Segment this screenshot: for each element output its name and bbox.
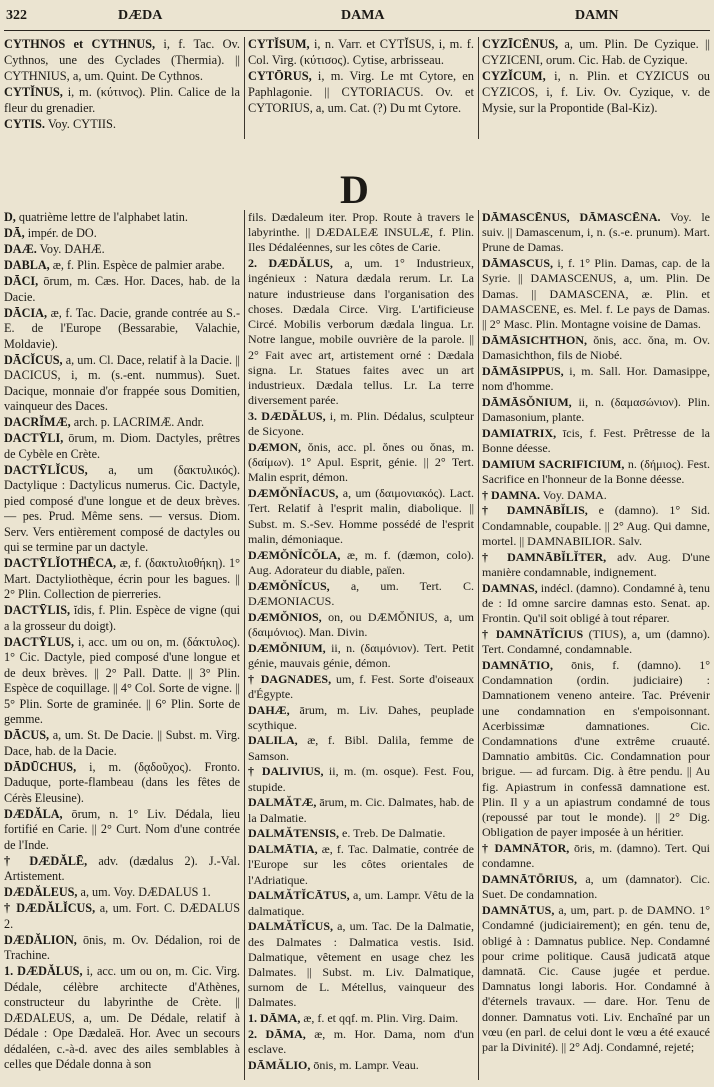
top-column-1	[4, 37, 240, 139]
dictionary-entry	[248, 210, 474, 256]
dictionary-entry	[482, 69, 710, 116]
dictionary-entry	[482, 658, 710, 841]
dictionary-entry	[248, 486, 474, 547]
entry-headword: DÆMON,	[248, 440, 301, 455]
entry-definition: i, n. Plin. et CYZICUS ou CYZICOS, i, f. Liv. Ov. Cyzique, v. de Mysie, sur la Propontide (Bal-Kiz).	[482, 69, 710, 115]
entry-headword: DALMĀTIA,	[248, 842, 318, 857]
dictionary-entry	[482, 581, 710, 627]
entry-headword: DAMIATRIX,	[482, 425, 557, 440]
entry-definition: ii, m. (m. osque). Fest. Fou, stupide.	[248, 764, 474, 794]
dictionary-entry	[248, 1058, 474, 1073]
entry-headword: DACTȲLĬCUS,	[4, 462, 88, 477]
dictionary-entry	[4, 901, 240, 932]
dictionary-entry	[482, 841, 710, 871]
entry-headword: DAHÆ,	[248, 702, 290, 717]
entry-headword: DĀMĀSICHTHON,	[482, 332, 588, 347]
entry-definition: e (damno). 1° Sid. Condamnable, coupable. || 2° Aug. Qui damne, mortel. || DAMNABILIOR. Salv.	[482, 503, 710, 548]
dictionary-entry	[4, 556, 240, 603]
dictionary-entry	[248, 641, 474, 671]
entry-definition: Voy. DAHÆ.	[36, 242, 105, 256]
entry-headword: CYZĬCUM,	[482, 69, 546, 83]
column-divider	[478, 37, 479, 139]
entry-headword: DÆDĂLION,	[4, 932, 77, 947]
dictionary-entry	[482, 256, 710, 332]
entry-headword: CYTIS.	[4, 116, 45, 131]
entry-headword: DĀMASCUS,	[482, 256, 554, 271]
entry-definition: a, um (damnator). Cic. Suet. De condamnation.	[482, 872, 710, 902]
entry-definition: a, um. Lampr. Vêtu de la dalmatique.	[248, 888, 474, 918]
dictionary-entry	[4, 760, 240, 807]
entry-headword: DÆMŎNĬCUS,	[248, 578, 330, 593]
entry-definition: a, um. St. De Dacie. || Subst. m. Virg. Dace, hab. de la Dacie.	[4, 728, 240, 758]
entry-definition: Voy. CYTIIS.	[44, 116, 117, 131]
entry-headword: DALMĂTĬCĀTUS,	[248, 888, 350, 903]
entry-definition: i, n. Varr. et CYTĬSUS, i, m. f. Col. Virg. (κύτισος). Cytise, arbrisseau.	[248, 37, 474, 67]
dictionary-entry	[248, 842, 474, 888]
entry-definition: a, um. 1° Industrieux, ingénieux : Natura dædala rerum. Lr. La nature industrieuse dans l'organisation des choses. Dædala Circe. Virg. L'artificieuse Circé. Mobilis verborum dædala lingua. Lr. Notre langue, mobile ouvrière de la parole. || 2° Fait avec art, artistement orné : Dædala signa. Lr. Statues faites avec un art industrieux. Dædala tellus. Lr. La terre diversement parée.	[248, 256, 474, 408]
dictionary-entry	[4, 964, 240, 1073]
entry-definition: i, m. (δᾳδοῦχος). Fronto. Daduque, porte-flambeau (dans les fêtes de Cérès Eleusine).	[4, 759, 240, 805]
entry-definition: a, um (δακτυλικός). Dactylique : Dactylicus numerus. Cic. Dactyle, pied composé d'une longue et de deux brèves. — pes. Prud. Même sens. — versus. Diom. Serv. Vers entièrement composé de dactyles ou qui se termine par un dactyle.	[4, 462, 240, 554]
dictionary-entry	[4, 242, 240, 258]
entry-definition: æ, f. Plin. Espèce de palmier arabe.	[49, 258, 225, 272]
entry-definition: ŏnis, acc. pl. ŏnes ou ŏnas, m. (δαίμων). 1° Apul. Esprit, génie. || 2° Tert. Malin esprit, démon.	[248, 440, 474, 485]
dictionary-entry	[482, 903, 710, 1055]
entry-definition: ōnis, f. (damno). 1° Condamnation (ordin. judiciaire) : Damnationem veneno anteire. Tac. Prévenir une condamnation en s'empoisonnant. Acerbissimæ damnationes. Cic. Condamnations d'une extrême cruauté. Damnatio ambitūs. Cic. Condamnation pour brigue. — ad furcam. Dig. à être pendu. || Au fig. Apiastrum in confessā damnatione est. Plin. Il y a un apiastrum condamné de tous (repoussé par tout le monde). || 2° Dig. Obligation de payer imposée à un héritier.	[482, 657, 710, 840]
main-entries	[4, 210, 710, 1084]
entry-headword: DACTȲLĬOTHĒCA,	[4, 556, 117, 570]
entry-headword: DĀMĂLIO,	[248, 1057, 311, 1072]
main-column-2	[248, 210, 474, 1082]
entry-headword: CYTĬNUS,	[4, 84, 63, 99]
entry-headword: 1. DÆDĂLUS,	[4, 964, 83, 978]
entry-definition: æ, m. Hor. Dama, nom d'un esclave.	[248, 1026, 474, 1057]
dictionary-entry	[248, 919, 474, 1010]
entry-headword: DAMNĀTŌRIUS,	[482, 872, 578, 887]
entry-definition: impér. de DO.	[24, 226, 97, 240]
entry-headword: DĀCI,	[4, 274, 39, 288]
entry-definition: ōnis, m. Ov. Dédalion, roi de Trachine.	[4, 932, 240, 962]
entry-headword: † DAMNĀBĬLIS,	[482, 503, 588, 518]
entry-definition: e. Treb. De Dalmatie.	[339, 826, 446, 841]
entry-headword: DACTȲLIS,	[4, 603, 71, 617]
entry-headword: DÆDĂLEUS,	[4, 885, 78, 899]
dictionary-entry	[4, 306, 240, 353]
entry-definition: i, f. 1° Plin. Damas, cap. de la Syrie. || DAMASCENUS, a, um. Plin. De Damas. || DAMASCENA, æ. Plin. et DAMASCENE, es. Mel. f. Le pays de Damas. || 2° Masc. Plin. Montagne voisine de Damas.	[482, 256, 710, 332]
dictionary-entry	[248, 733, 474, 763]
entry-headword: DÆMŎNĬACUS,	[248, 486, 339, 501]
entry-definition: i, m. Plin. Dédalus, sculpteur de Sicyone.	[248, 409, 474, 439]
dictionary-entry	[248, 610, 474, 640]
dictionary-entry	[482, 210, 710, 256]
entry-headword: DAÆ.	[4, 242, 37, 256]
entry-definition: æ, f. Tac. Dalmatie, contrée de l'Europe sur les côtes orientales de l'Adriatique.	[248, 842, 474, 887]
dictionary-entry	[248, 69, 474, 116]
entry-definition: ŏnis, acc. ŏna, m. Ov. Damasichthon, fils de Niobé.	[482, 332, 710, 363]
entry-headword: DACTȲLI,	[4, 431, 64, 445]
header-right-word: DAMN	[575, 8, 619, 23]
entry-headword: DĀMASCĒNUS, DĀMASCĒNA.	[482, 210, 661, 224]
dictionary-entry	[4, 117, 240, 133]
entry-definition: a, um. Tert. C. DÆMONIACUS.	[248, 578, 474, 608]
section-letter: D	[340, 167, 369, 212]
entry-headword: DÆDĂLA,	[4, 806, 63, 821]
dictionary-entry	[248, 409, 474, 439]
entry-headword: CYTHNOS et CYTHNUS,	[4, 37, 156, 51]
entry-definition: adv. (dædalus 2). J.-Val. Artistement.	[4, 853, 240, 883]
entry-definition: um, f. Fest. Sorte d'oiseaux d'Égypte.	[248, 671, 474, 701]
dictionary-entry	[482, 627, 710, 657]
dictionary-entry	[4, 226, 240, 242]
dictionary-entry	[248, 256, 474, 408]
entry-definition: ii, n. (δαιμόνιον). Tert. Petit génie, mauvais génie, démon.	[248, 640, 474, 670]
dictionary-entry	[4, 353, 240, 415]
dictionary-entry	[4, 85, 240, 117]
entry-headword: 1. DĀMA,	[248, 1011, 301, 1026]
entry-headword: DÆMŎNĬCŎLA,	[248, 547, 341, 562]
dictionary-entry	[4, 807, 240, 854]
dictionary-entry	[482, 37, 710, 69]
dictionary-entry	[4, 415, 240, 431]
entry-headword: DALILA,	[248, 733, 298, 748]
dictionary-entry	[248, 1011, 474, 1026]
entry-headword: † DAMNĀTĬCIUS	[482, 626, 584, 641]
entry-definition: Voy. le suiv. || Damascenum, i, n. (s.-e. prunum). Mart. Prune de Damas.	[482, 210, 710, 255]
entry-headword: † DÆDĂLĒ,	[4, 853, 88, 868]
main-column-1	[4, 210, 240, 1082]
dictionary-entry	[4, 728, 240, 759]
entry-definition: ōrum, n. 1° Liv. Dédala, lieu fortifié en Carie. || 2° Curt. Nom d'une contrée de l'Inde.	[4, 806, 240, 852]
entry-definition: i, f. Tac. Ov. Cythnos, une des Cyclades (Thermia). || CYTHNIUS, a, um. Quint. De Cythnos.	[4, 37, 240, 83]
entry-definition: ōnis, m. Lampr. Veau.	[310, 1057, 419, 1072]
entry-definition: æ, f. (δακτυλιοθήκη). 1° Mart. Dactyliothèque, écrin pour les bagues. || 2° Plin. Collection de pierreries.	[4, 556, 240, 601]
entry-headword: † DALIVIUS,	[248, 764, 324, 779]
entry-headword: DĀMĀSŎNIUM,	[482, 394, 572, 409]
entry-headword: DĀDŪCHUS,	[4, 759, 77, 774]
entry-definition: i, acc. um ou on, m. Cic. Virg. Dédale, célèbre architecte d'Athènes, constructeur du labyrinthe de Crète. || DÆDALEUS, a, um. De Dédale, relatif à Dédale : Ope Dædaleā. Hor. Avec un secours dédaléen, c.-à-d. avec des ailes semblables à celles que Dédale donna à son	[4, 964, 240, 1071]
entry-headword: † DAMNA.	[482, 487, 540, 502]
entry-headword: DAMNAS,	[482, 580, 538, 595]
entry-headword: DĀCIA,	[4, 305, 47, 320]
entry-definition: i, m. Sall. Hor. Damasippe, nom d'homme.	[482, 363, 710, 394]
main-column-3	[482, 210, 710, 1082]
entry-headword: DABLA,	[4, 258, 50, 272]
dictionary-entry	[248, 764, 474, 794]
entry-definition: quatrième lettre de l'alphabet latin.	[15, 210, 188, 224]
dictionary-entry	[4, 885, 240, 901]
top-column-2	[248, 37, 474, 139]
entry-definition: ōrum, m. Diom. Dactyles, prêtres de Cybèle en Crète.	[4, 431, 240, 461]
entry-definition: indécl. (damno). Condamné à, tenu de : Id omne sarcire damnas esto. Senat. ap. Frontin. Qu'il soit obligé à tout réparer.	[482, 580, 710, 626]
entry-definition: a, um. Plin. De Cyzique. || CYZICENI, orum. Cic. Hab. de Cyzique.	[482, 37, 710, 67]
entry-definition: a, um. Tac. De la Dalmatie, des Dalmates : Dalmatica vestis. Isid. Dalmatique, vêtement en usage chez les Dalmates. || Subst. m. Liv. Dalmatique, surnom de L. Métellus, vainqueur des Dalmates.	[248, 919, 474, 1010]
top-column-3	[482, 37, 710, 139]
dictionary-entry	[248, 440, 474, 486]
entry-headword: DĀCUS,	[4, 728, 50, 742]
dictionary-entry	[248, 548, 474, 578]
entry-headword: 3. DÆDĂLUS,	[248, 409, 326, 424]
entry-definition: i, m. (κύτινος). Plin. Calice de la fleur du grenadier.	[4, 84, 240, 115]
entry-headword: † DAMNĀBĬLĬTER,	[482, 549, 607, 564]
dictionary-entry	[248, 1027, 474, 1057]
entry-headword: † DAGNADES,	[248, 671, 332, 686]
entry-definition: æ, f. Tac. Dacie, grande contrée au S.-E. de l'Europe (Bessarabie, Valachie, Moldavie).	[4, 305, 240, 351]
entry-headword: CYZĪCĒNUS,	[482, 37, 559, 51]
dictionary-entry	[482, 395, 710, 425]
entry-definition: a, um (δαιμονιακός). Lact. Tert. Relatif à l'esprit malin, diabolique. || Subst. m. S.-Sev. Homme possédé de l'esprit malin, démoniaque.	[248, 486, 474, 546]
dictionary-entry	[482, 426, 710, 456]
dictionary-entry	[4, 274, 240, 305]
dictionary-entry	[4, 854, 240, 885]
dictionary-entry	[482, 872, 710, 902]
entry-headword: CYTŌRUS,	[248, 69, 312, 83]
dictionary-entry	[482, 333, 710, 363]
entry-definition: ōrum, m. Cæs. Hor. Daces, hab. de la Dacie.	[4, 274, 240, 304]
dictionary-entry	[482, 364, 710, 394]
entry-definition: Voy. DAMA.	[540, 487, 607, 502]
entry-headword: DALMĂTĬCUS,	[248, 919, 334, 934]
entry-headword: D,	[4, 210, 16, 224]
dictionary-entry	[482, 457, 710, 487]
entry-definition: ii, n. (δαμασώνιον). Plin. Damasonium, plante.	[482, 394, 710, 425]
entry-definition: arch. p. LACRIMÆ. Andr.	[70, 415, 205, 429]
entry-headword: DACRĬMÆ,	[4, 415, 71, 429]
dictionary-entry	[248, 826, 474, 841]
entry-headword: DALMĂTÆ,	[248, 795, 317, 810]
column-divider	[244, 37, 245, 139]
dictionary-entry	[482, 503, 710, 549]
entry-definition: ĭdis, f. Plin. Espèce de vigne (qui a la grosseur du doigt).	[4, 603, 240, 633]
entry-definition: æ, f. et qqf. m. Plin. Virg. Daim.	[300, 1011, 459, 1026]
dictionary-entry	[248, 672, 474, 702]
dictionary-entry	[4, 463, 240, 556]
entry-headword: DALMĂTENSIS,	[248, 826, 340, 841]
entry-headword: DAMIUM SACRIFICIUM,	[482, 456, 625, 471]
entry-definition: ārum, m. Liv. Dahes, peuplade scythique.	[248, 702, 474, 732]
dictionary-entry	[4, 635, 240, 728]
running-header	[0, 4, 714, 30]
entry-headword: DĀMĀSIPPUS,	[482, 363, 564, 378]
dictionary-entry	[4, 258, 240, 274]
dictionary-entry	[4, 933, 240, 964]
dictionary-entry	[482, 488, 710, 503]
dictionary-entry	[482, 550, 710, 580]
dictionary-entry	[248, 37, 474, 69]
entry-definition: i, m. Virg. Le mt Cytore, en Paphlagonie. || CYTORIACUS. Ov. et CYTORIUS, a, um. Cat. (?) Du mt Cytore.	[248, 69, 474, 115]
dictionary-entry	[4, 37, 240, 84]
entry-headword: DĀ,	[4, 226, 25, 240]
dictionary-entry	[4, 603, 240, 634]
entry-definition: a, um. Fort. C. DÆDALUS 2.	[4, 901, 240, 931]
dictionary-entry	[248, 579, 474, 609]
entry-definition: a, um, part. p. de DAMNO. 1° Condamné (judiciairement); en gén. tenu de, obligé à : Damnatus publice. Nep. Condamné pour crime politique. Causā judicatā atque damnatā. Cic. Cause jugée et perdue. Damnatus longi laboris. Hor. Condamné à d'éternels travaux. — dare. Hor. Tenu de donner. Damnatus voti. Liv. Enchaîné par un vœu (en parl. de celui dont le vœu a été exaucé par la Divinité). || 2° Adj. Condamné, rejeté;	[482, 903, 710, 1055]
entry-definition: a, um. Voy. DÆDALUS 1.	[77, 885, 211, 899]
entry-headword: DAMNĀTUS,	[482, 903, 555, 918]
entry-definition: adv. Aug. D'une manière condamnable, indignement.	[482, 549, 710, 579]
dictionary-entry	[4, 210, 240, 226]
entry-definition: fils. Dædaleum iter. Prop. Route à travers le labyrinthe. || DÆDALEÆ INSULÆ, f. Plin. Iles Dédaléennes, sur les côtes de Carie.	[248, 210, 474, 255]
header-center-word: DAMA	[341, 8, 385, 23]
entry-headword: DĀCĬCUS,	[4, 352, 63, 367]
entry-definition: ārum, m. Cic. Dalmates, hab. de la Dalmatie.	[248, 795, 474, 825]
entry-headword: 2. DÆDĂLUS,	[248, 256, 333, 271]
entry-headword: † DAMNĀTOR,	[482, 841, 570, 856]
entry-headword: CYTĬSUM,	[248, 37, 310, 51]
entry-definition: on, ou DÆMŎNIUS, a, um (δαιμόνιος). Man. Divin.	[248, 609, 474, 639]
dictionary-entry	[248, 888, 474, 918]
entry-headword: † DÆDĂLĬCUS,	[4, 901, 96, 915]
entry-definition: n. (δήμιος). Fest. Sacrifice en l'honneur de la Bonne déesse.	[482, 456, 710, 486]
column-divider	[478, 210, 479, 1080]
dictionary-entry	[248, 703, 474, 733]
page-number: 322	[6, 8, 27, 23]
entry-definition: æ, m. f. (dæmon, colo). Aug. Adorateur du diable, païen.	[248, 547, 474, 577]
entry-headword: DAMNĀTIO,	[482, 657, 553, 672]
entry-definition: i, acc. um ou on, m. (δάκτυλος). 1° Cic. Dactyle, pied composé d'une longue et de deux brèves. || 2° Pall. Datte. || 3° Plin. Espèce de coquillage. || 4° Col. Sorte de vigne. || 5° Plin. Sorte de graminée. || 6° Plin. Sorte de gemme.	[4, 634, 240, 726]
dictionary-entry	[248, 795, 474, 825]
entry-headword: 2. DĀMA,	[248, 1026, 306, 1041]
header-left-word: DÆDA	[118, 8, 163, 23]
column-divider	[244, 210, 245, 1080]
entry-definition: a, um. Cl. Dace, relatif à la Dacie. || DACICUS, i, m. (s.-ent. nummus). Suet. Dacique, monnaie d'or frappée sous Domitien, vainqueur des Daces.	[4, 352, 240, 413]
entry-definition: ōris, m. (damno). Tert. Qui condamne.	[482, 841, 710, 871]
entry-definition: (TIUS), a, um (damno). Tert. Condamné, condamnable.	[482, 626, 710, 657]
header-rule	[4, 30, 710, 31]
top-entries	[4, 37, 710, 141]
entry-headword: DÆMŎNIOS,	[248, 609, 322, 624]
entry-definition: æ, f. Bibl. Dalila, femme de Samson.	[248, 733, 474, 763]
entry-headword: DÆMŎNIUM,	[248, 640, 326, 655]
entry-headword: DACTȲLUS,	[4, 634, 75, 649]
entry-definition: īcis, f. Fest. Prêtresse de la Bonne déesse.	[482, 425, 710, 456]
dictionary-entry	[4, 431, 240, 462]
